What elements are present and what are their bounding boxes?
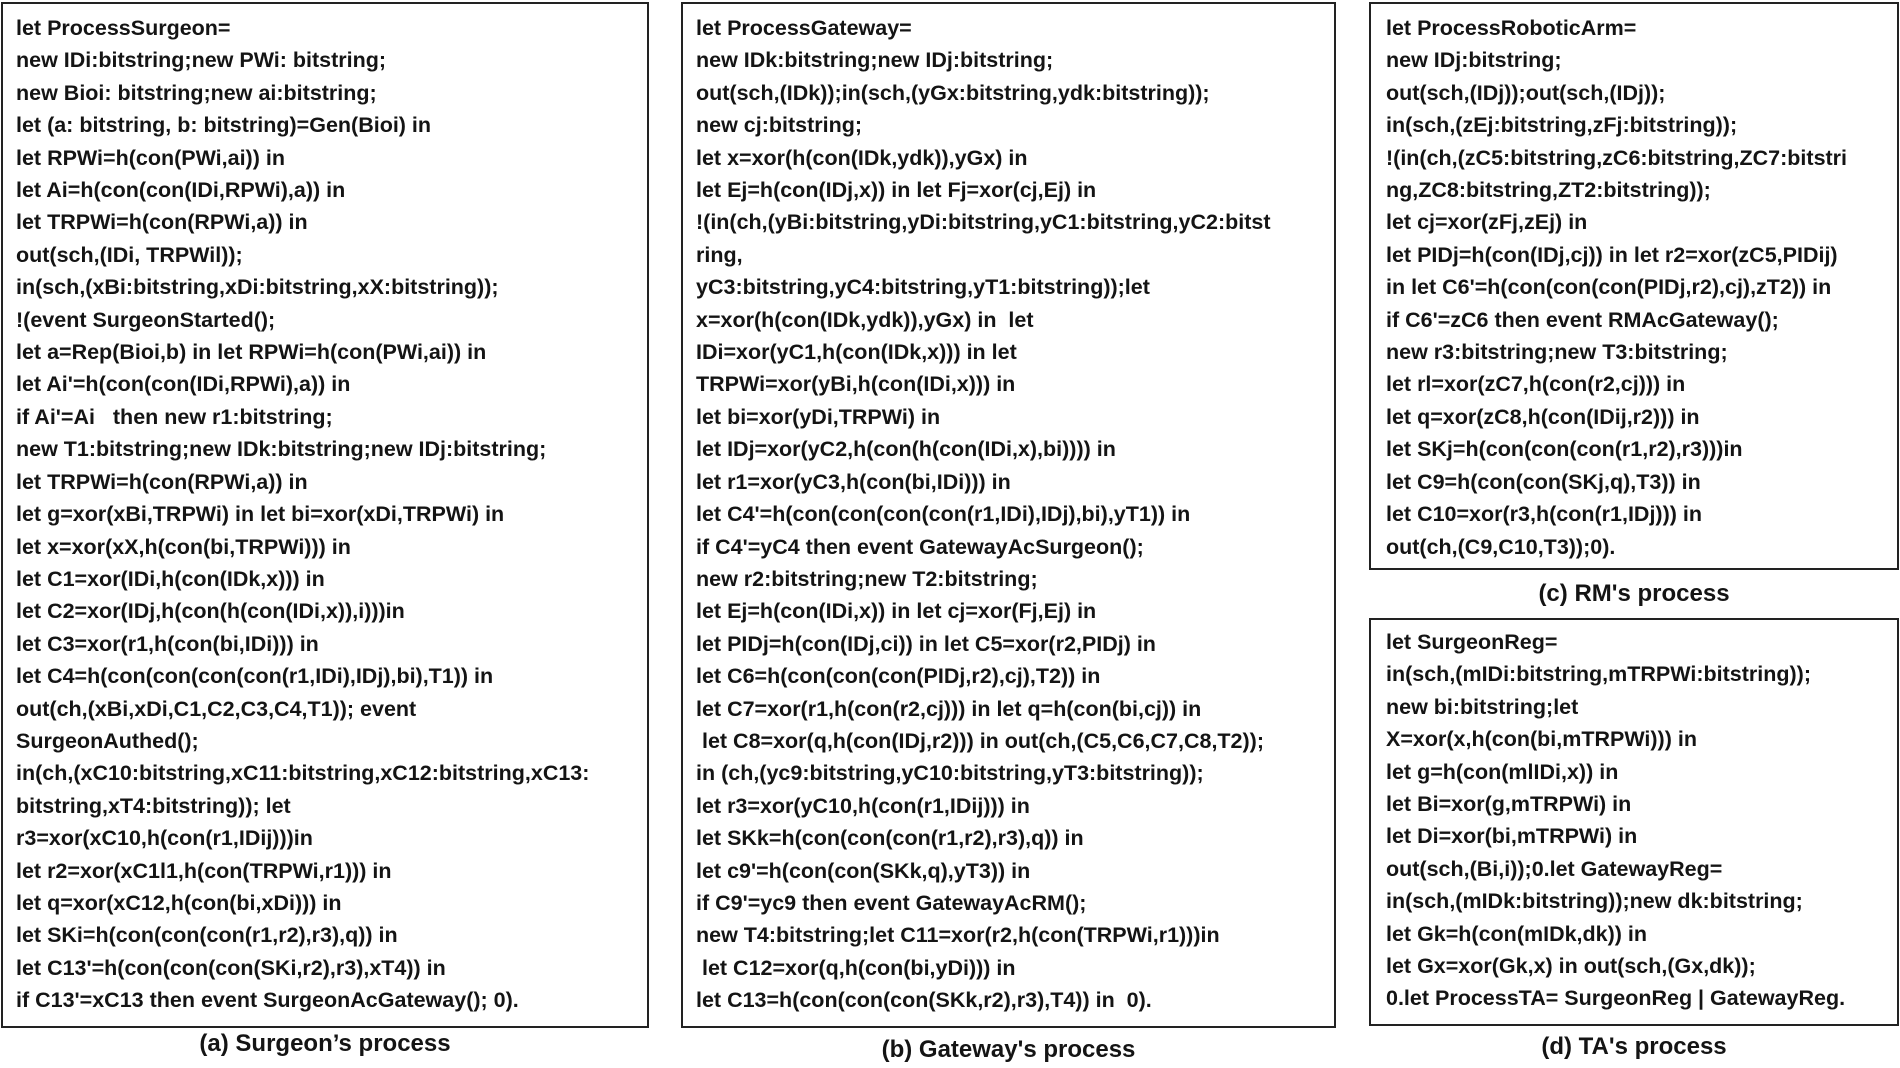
code-line: in(ch,(xC10:bitstring,xC11:bitstring,xC12:bitstring,xC13:: [16, 761, 590, 786]
code-line: in(sch,(zEj:bitstring,zFj:bitstring));: [1386, 113, 1738, 138]
robotic-arm-process-caption: (c) RM's process: [1538, 580, 1730, 607]
code-line: let Di=xor(bi,mTRPWi) in: [1386, 824, 1638, 849]
code-line: in (ch,(yc9:bitstring,yC10:bitstring,yT3:bitstring));: [696, 761, 1204, 786]
code-line: let Bi=xor(g,mTRPWi) in: [1386, 792, 1632, 817]
code-line: new IDj:bitstring;: [1386, 48, 1562, 73]
ta-process-caption: (d) TA's process: [1541, 1033, 1727, 1060]
code-line: let TRPWi=h(con(RPWi,a)) in: [16, 210, 308, 235]
code-line: let C4'=h(con(con(con(con(r1,IDi),IDj),bi),yT1)) in: [696, 502, 1191, 527]
robotic-arm-process-panel: [1369, 2, 1899, 570]
code-line: new bi:bitstring;let: [1386, 694, 1579, 719]
code-line: !(in(ch,(yBi:bitstring,yDi:bitstring,yC1:bitstring,yC2:bitst: [696, 210, 1271, 235]
code-line: new Bioi: bitstring;new ai:bitstring;: [16, 80, 377, 105]
code-line: ring,: [696, 242, 743, 267]
code-line: X=xor(x,h(con(bi,mTRPWi))) in: [1386, 727, 1697, 752]
code-line: let (a: bitstring, b: bitstring)=Gen(Bioi) in: [16, 113, 432, 138]
code-line: let g=xor(xBi,TRPWi) in let bi=xor(xDi,TRPWi) in: [16, 502, 505, 527]
code-line: let RPWi=h(con(PWi,ai)) in: [16, 145, 285, 170]
code-line: let C2=xor(IDj,h(con(h(con(IDi,x)),i)))in: [16, 599, 405, 624]
code-line: let r2=xor(xC1l1,h(con(TRPWi,r1))) in: [16, 858, 392, 883]
code-line: new r2:bitstring;new T2:bitstring;: [696, 566, 1038, 591]
code-line: let x=xor(h(con(IDk,ydk)),yGx) in: [696, 145, 1028, 170]
code-line: let Ai'=h(con(con(IDi,RPWi),a)) in: [16, 372, 351, 397]
code-line: let PIDj=h(con(IDj,ci)) in let C5=xor(r2,PIDj) in: [696, 631, 1156, 656]
code-line: new IDi:bitstring;new PWi: bitstring;: [16, 48, 387, 73]
code-line: let SKk=h(con(con(con(r1,r2),r3),q)) in: [696, 826, 1084, 851]
code-line: new IDk:bitstring;new IDj:bitstring;: [696, 48, 1054, 73]
code-line: TRPWi=xor(yBi,h(con(IDi,x))) in: [696, 372, 1016, 397]
code-line: if C4'=yC4 then event GatewayAcSurgeon();: [696, 534, 1144, 559]
code-line: let a=Rep(Bioi,b) in let RPWi=h(con(PWi,ai)) in: [16, 340, 487, 365]
code-line: 0.let ProcessTA= SurgeonReg | GatewayReg.: [1386, 986, 1846, 1011]
code-line: yC3:bitstring,yC4:bitstring,yT1:bitstring));let: [696, 275, 1150, 300]
surgeon-process-caption: (a) Surgeon’s process: [199, 1030, 451, 1057]
code-line: let C7=xor(r1,h(con(r2,cj))) in let q=h(con(bi,cj)) in: [696, 696, 1202, 721]
code-line: if Ai'=Ai then new r1:bitstring;: [16, 404, 333, 429]
code-line: let Ej=h(con(IDi,x)) in let cj=xor(Fj,Ej) in: [696, 599, 1097, 624]
code-line: if C9'=yc9 then event GatewayAcRM();: [696, 890, 1087, 915]
code-line: let C8=xor(q,h(con(IDj,r2))) in out(ch,(C5,C6,C7,C8,T2));: [696, 728, 1264, 753]
code-line: let r3=xor(yC10,h(con(r1,IDij))) in: [696, 793, 1030, 818]
code-line: out(sch,(IDk));in(sch,(yGx:bitstring,ydk:bitstring));: [696, 80, 1210, 105]
code-line: ng,ZC8:bitstring,ZT2:bitstring));: [1386, 178, 1711, 203]
code-line: out(ch,(C9,C10,T3));0).: [1386, 534, 1616, 559]
code-line: r3=xor(xC10,h(con(r1,IDij)))in: [16, 826, 313, 851]
ta-process-code: [1386, 626, 1845, 1015]
code-line: let ProcessRoboticArm=: [1386, 16, 1637, 40]
code-line: let C3=xor(r1,h(con(bi,IDi))) in: [16, 631, 319, 656]
code-line: let C9=h(con(con(SKj,q),T3)) in: [1386, 469, 1701, 494]
code-line: x=xor(h(con(IDk,ydk)),yGx) in let: [696, 307, 1034, 332]
gateway-process-panel: [681, 2, 1336, 1028]
code-line: new r3:bitstring;new T3:bitstring;: [1386, 340, 1728, 365]
gateway-process-code: [696, 12, 1271, 1017]
code-line: let SKi=h(con(con(con(r1,r2),r3),q)) in: [16, 923, 398, 948]
code-line: let Gk=h(con(mIDk,dk)) in: [1386, 921, 1648, 946]
code-line: let ProcessGateway=: [696, 16, 912, 40]
surgeon-process-code: [16, 12, 589, 1017]
code-line: let bi=xor(yDi,TRPWi) in: [696, 404, 941, 429]
code-line: out(ch,(xBi,xDi,C1,C2,C3,C4,T1)); event: [16, 696, 417, 721]
code-line: in(sch,(mIDi:bitstring,mTRPWi:bitstring));: [1386, 662, 1811, 687]
code-line: new T1:bitstring;new IDk:bitstring;new IDj:bitstring;: [16, 437, 547, 462]
code-line: let C6=h(con(con(con(PIDj,r2),cj),T2)) in: [696, 664, 1101, 689]
code-line: SurgeonAuthed();: [16, 728, 199, 753]
code-line: if C13'=xC13 then event SurgeonAcGateway(); 0).: [16, 988, 519, 1013]
code-line: out(sch,(Bi,i));0.let GatewayReg=: [1386, 856, 1723, 881]
code-line: let c9'=h(con(con(SKk,q),yT3)) in: [696, 858, 1031, 883]
code-line: IDi=xor(yC1,h(con(IDk,x))) in let: [696, 340, 1017, 365]
code-line: in(sch,(mIDk:bitstring));new dk:bitstring;: [1386, 889, 1803, 914]
code-line: let q=xor(zC8,h(con(IDij,r2))) in: [1386, 404, 1700, 429]
code-line: new T4:bitstring;let C11=xor(r2,h(con(TRPWi,r1)))in: [696, 923, 1220, 948]
code-line: let SurgeonReg=: [1386, 630, 1558, 654]
code-line: let q=xor(xC12,h(con(bi,xDi))) in: [16, 890, 342, 915]
code-line: let g=h(con(mlIDi,x)) in: [1386, 759, 1619, 784]
code-line: let ProcessSurgeon=: [16, 16, 231, 40]
code-line: let C12=xor(q,h(con(bi,yDi))) in: [696, 955, 1016, 980]
code-line: let Ej=h(con(IDj,x)) in let Fj=xor(cj,Ej) in: [696, 178, 1097, 203]
code-line: let Ai=h(con(con(IDi,RPWi),a)) in: [16, 178, 346, 203]
ta-process-panel: [1369, 618, 1899, 1026]
code-line: out(sch,(IDi, TRPWil));: [16, 242, 243, 267]
code-line: !(in(ch,(zC5:bitstring,zC6:bitstring,ZC7:bitstri: [1386, 145, 1848, 170]
code-line: let C4=h(con(con(con(con(r1,IDi),IDj),bi),T1)) in: [16, 664, 494, 689]
code-line: let IDj=xor(yC2,h(con(h(con(IDi,x),bi)))) in: [696, 437, 1116, 462]
code-line: let cj=xor(zFj,zEj) in: [1386, 210, 1588, 235]
robotic-arm-process-code: [1386, 12, 1847, 563]
code-line: let r1=xor(yC3,h(con(bi,IDi))) in: [696, 469, 1011, 494]
code-line: bitstring,xT4:bitstring)); let: [16, 793, 291, 818]
code-line: let rl=xor(zC7,h(con(r2,cj))) in: [1386, 372, 1686, 397]
code-line: let TRPWi=h(con(RPWi,a)) in: [16, 469, 308, 494]
code-line: new cj:bitstring;: [696, 113, 863, 138]
code-line: in let C6'=h(con(con(con(PIDj,r2),cj),zT2)) in: [1386, 275, 1832, 300]
surgeon-process-panel: [1, 2, 649, 1028]
code-line: in(sch,(xBi:bitstring,xDi:bitstring,xX:bitstring));: [16, 275, 499, 300]
code-line: let C1=xor(IDi,h(con(IDk,x))) in: [16, 566, 325, 591]
code-line: let SKj=h(con(con(con(r1,r2),r3)))in: [1386, 437, 1743, 462]
code-line: let C13'=h(con(con(con(SKi,r2),r3),xT4)) in: [16, 955, 446, 980]
code-line: let C10=xor(r3,h(con(r1,IDj))) in: [1386, 502, 1702, 527]
code-line: let x=xor(xX,h(con(bi,TRPWi))) in: [16, 534, 351, 559]
code-line: !(event SurgeonStarted();: [16, 307, 276, 332]
code-line: if C6'=zC6 then event RMAcGateway();: [1386, 307, 1779, 332]
gateway-process-caption: (b) Gateway's process: [881, 1036, 1136, 1063]
code-line: let C13=h(con(con(con(SKk,r2),r3),T4)) in 0).: [696, 988, 1152, 1013]
code-line: let PIDj=h(con(IDj,cj)) in let r2=xor(zC5,PIDij): [1386, 242, 1838, 267]
code-line: out(sch,(IDj));out(sch,(IDj));: [1386, 80, 1666, 105]
code-line: let Gx=xor(Gk,x) in out(sch,(Gx,dk));: [1386, 954, 1756, 979]
